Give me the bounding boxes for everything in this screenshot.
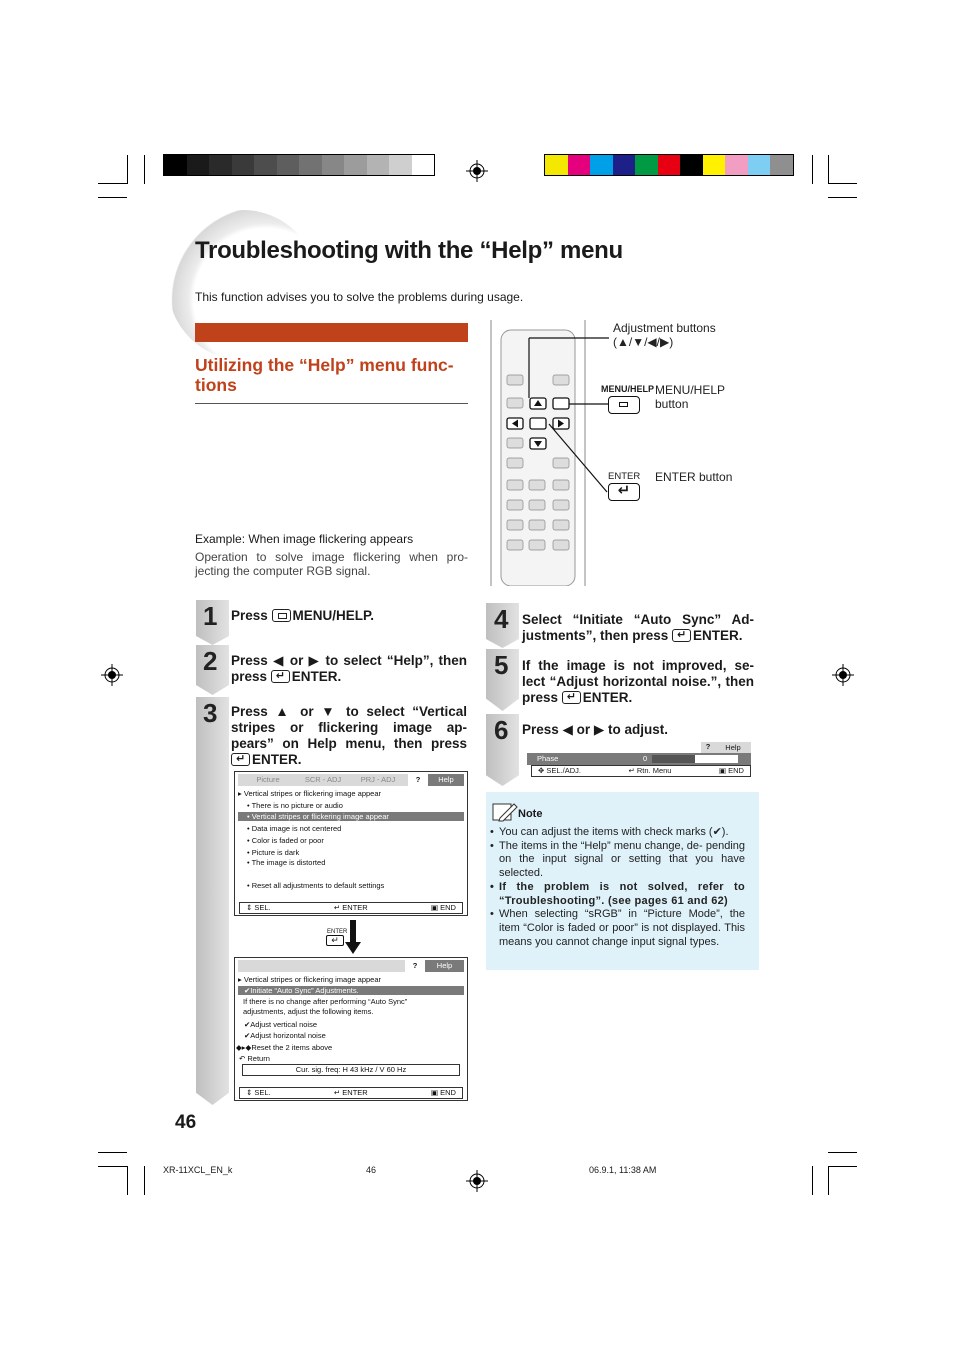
footer-end: ▣ END — [430, 903, 456, 912]
step-number: 5 — [494, 650, 509, 680]
step-text-part: Press ▲ or ▼ to select “Vertical stripes or flickering image ap- pears” on Help menu, then press — [231, 704, 467, 751]
tab-prj-adj[interactable]: PRJ - ADJ — [360, 775, 396, 784]
list-item-selected[interactable]: • Vertical stripes or flickering image appear — [238, 812, 464, 821]
crop-mark — [828, 1166, 857, 1167]
step-4-text — [522, 612, 754, 644]
list-item[interactable]: • Color is faded or poor — [247, 836, 324, 845]
enter-key-icon: ↵ — [608, 483, 640, 501]
color-swatch — [232, 155, 255, 175]
section-bar — [195, 323, 468, 342]
phase-slider-fill — [652, 755, 695, 763]
color-swatch — [658, 155, 681, 175]
menu-header-label: Vertical stripes or flickering image appear — [243, 975, 382, 984]
color-swatch — [770, 155, 793, 175]
footer-end: ▣ END — [718, 766, 744, 775]
arrow-down-icon — [345, 920, 361, 954]
color-swatch — [389, 155, 412, 175]
step-5-text — [522, 658, 754, 706]
step-number: 3 — [203, 698, 218, 728]
menu-tab-bar — [238, 960, 464, 972]
note-title: Note — [518, 808, 543, 820]
list-item[interactable]: • There is no picture or audio — [247, 801, 343, 810]
list-item[interactable]: • Reset all adjustments to default settings — [247, 881, 385, 890]
crop-mark — [144, 155, 145, 184]
return-icon: ↶ — [239, 1054, 246, 1063]
description-line: If there is no change after performing “Auto Sync” — [243, 997, 408, 1006]
menu-header-label: Vertical stripes or flickering image appear — [243, 789, 382, 798]
list-item[interactable]: • Picture is dark — [247, 848, 300, 857]
step-text-part: Press ◀ or ▶ to select “Help”, then press — [231, 653, 467, 684]
menu-help-key-label: MENU/HELP — [601, 384, 655, 394]
registration-mark-icon — [101, 664, 123, 686]
list-item-label: There is no picture or audio — [251, 801, 343, 810]
menu-key-icon — [272, 609, 291, 622]
callout-line: button — [655, 397, 689, 411]
screen-footer — [239, 1087, 463, 1099]
enter-key-icon — [562, 691, 581, 704]
section-title-line: tions — [195, 375, 237, 395]
step-text-part: ENTER. — [252, 752, 302, 767]
adjustment-buttons-callout — [613, 321, 716, 349]
list-item-label: Color is faded or poor — [251, 836, 324, 845]
menu-header: ▸ Vertical stripes or flickering image appear — [238, 789, 382, 798]
tab-picture[interactable]: Picture — [256, 775, 280, 784]
footer-sel: ⇕ SEL. — [246, 1088, 271, 1097]
tab-scr-adj[interactable]: SCR - ADJ — [304, 775, 342, 784]
help-icon: ? — [408, 774, 428, 786]
phase-adjust-row[interactable] — [527, 753, 751, 765]
screen-footer — [531, 765, 751, 777]
step-number: 1 — [203, 601, 218, 631]
footer-enter: ↵ ENTER — [333, 903, 368, 912]
step-2-text — [231, 653, 467, 685]
color-swatch — [412, 155, 435, 175]
example-label: Example: When image flickering appears — [195, 532, 414, 546]
crop-mark — [828, 197, 857, 198]
crop-mark — [98, 197, 127, 198]
note-item: • The items in the “Help” menu change, de- pending on the input signal or setting that you have selected. — [490, 840, 745, 881]
color-swatch — [164, 155, 187, 175]
list-item-label: Picture is dark — [251, 848, 300, 857]
list-item[interactable]: • The image is distorted — [247, 858, 326, 867]
enter-button-callout: ENTER button — [655, 470, 733, 484]
crop-mark — [98, 1152, 127, 1153]
crop-mark — [144, 1166, 145, 1195]
help-menu-screen — [234, 771, 468, 916]
list-item-label: Data image is not centered — [251, 824, 342, 833]
enter-key-icon — [231, 753, 250, 766]
page-title: Troubleshooting with the “Help” menu — [195, 237, 623, 264]
color-swatch — [703, 155, 726, 175]
list-item[interactable] — [239, 1054, 270, 1063]
list-item-label: Reset all adjustments to default settings — [251, 881, 385, 890]
step-text-part: Select “Initiate “Auto Sync” Ad- justments”, then press — [522, 612, 754, 643]
list-item[interactable]: ✔Adjust horizontal noise — [244, 1031, 326, 1040]
intro-text: This function advises you to solve the problems during usage. — [195, 290, 524, 304]
step-text-part: MENU/HELP. — [292, 608, 375, 623]
help-icon: ? — [405, 960, 425, 972]
enter-press-icon: ↵ — [326, 935, 344, 946]
callout-line: MENU/HELP — [655, 383, 726, 397]
step-number: 2 — [203, 646, 218, 676]
list-item-label: Vertical stripes or flickering image appear — [251, 812, 389, 821]
menu-help-key-icon — [608, 396, 640, 414]
list-item-label: Adjust vertical noise — [250, 1020, 317, 1029]
crop-mark — [127, 1166, 128, 1195]
grayscale-bar — [163, 154, 435, 176]
step-text-part: ENTER. — [693, 628, 743, 643]
note-list — [490, 826, 745, 949]
footer-page-number: 46 — [366, 1165, 377, 1175]
step-text-part: ENTER. — [291, 669, 342, 684]
color-swatch — [590, 155, 613, 175]
color-swatch — [322, 155, 345, 175]
crop-mark — [812, 1166, 813, 1195]
phase-panel-tabbar — [701, 742, 751, 753]
crop-mark — [98, 183, 127, 184]
tab-help[interactable]: Help — [725, 743, 741, 752]
step-1-text — [231, 608, 467, 624]
phase-value: 0 — [643, 754, 648, 763]
section-title — [195, 355, 468, 395]
step-6-text — [522, 722, 754, 738]
color-swatch — [568, 155, 591, 175]
enter-key-icon — [271, 670, 290, 683]
frequency-readout: Cur. sig. freq: H 43 kHz / V 60 Hz — [295, 1065, 407, 1074]
color-swatch — [344, 155, 367, 175]
callout-line: (▲/▼/◀/▶) — [613, 335, 674, 349]
footer-timestamp: 06.9.1, 11:38 AM — [589, 1165, 657, 1175]
note-item: • If the problem is not solved, refer to “Troubleshooting”. (see pages 61 and 62) — [490, 881, 745, 908]
menu-header: ▸ Vertical stripes or flickering image appear — [238, 975, 382, 984]
step-text-part: Press — [231, 608, 272, 623]
enter-press-label: ENTER — [327, 929, 348, 935]
crop-mark — [127, 155, 128, 184]
registration-mark-icon — [466, 160, 488, 182]
color-swatch — [680, 155, 703, 175]
menu-help-callout — [655, 383, 725, 411]
step-text-part: Press ◀ or ▶ to adjust. — [522, 722, 669, 737]
callout-lines — [487, 320, 617, 510]
step-text-part: ENTER. — [582, 690, 633, 705]
callout-line: Adjustment buttons — [613, 321, 716, 335]
crop-mark — [828, 155, 829, 184]
note-item: • When selecting “sRGB” in “Picture Mode”, the item “Color is faded or poor” is not displayed. This means you cannot change input signal types. — [490, 908, 745, 949]
section-title-line: Utilizing the “Help” menu func- — [195, 355, 454, 375]
crop-mark — [828, 183, 857, 184]
footer-file-name: XR-11XCL_EN_k — [163, 1165, 233, 1175]
color-swatch — [187, 155, 210, 175]
list-item[interactable]: • Data image is not centered — [247, 824, 342, 833]
color-bar — [544, 154, 794, 176]
step-tab — [196, 697, 229, 1105]
help-detail-screen — [234, 957, 468, 1101]
section-divider — [195, 403, 468, 404]
registration-mark-icon — [466, 1170, 488, 1192]
crop-mark — [98, 1166, 127, 1167]
color-swatch — [299, 155, 322, 175]
list-item-label: Reset the 2 items above — [251, 1043, 333, 1052]
color-swatch — [748, 155, 771, 175]
color-swatch — [367, 155, 390, 175]
color-swatch — [545, 155, 568, 175]
step-number: 6 — [494, 715, 509, 745]
step-text-part: If the image is not improved, se- lect “Adjust horizontal noise.”, then press — [522, 658, 754, 705]
help-icon: ? — [705, 742, 711, 751]
list-item-label: Adjust horizontal noise — [250, 1031, 326, 1040]
footer-sel: ⇕ SEL. — [246, 903, 271, 912]
footer-rtn-menu: ↵ Rtn. Menu — [628, 766, 672, 775]
list-item[interactable]: ✔Adjust vertical noise — [244, 1020, 317, 1029]
phase-label: Phase — [537, 754, 559, 763]
enter-key-icon — [672, 629, 691, 642]
step-number: 4 — [494, 604, 509, 634]
color-swatch — [209, 155, 232, 175]
color-swatch — [635, 155, 658, 175]
list-item-label: The image is distorted — [251, 858, 326, 867]
note-box — [486, 792, 759, 970]
list-item-label: Initiate “Auto Sync” Adjustments. — [250, 986, 359, 995]
note-item: • You can adjust the items with check marks (✔). — [490, 826, 745, 840]
color-swatch — [254, 155, 277, 175]
screen-footer — [239, 902, 463, 914]
tab-help[interactable]: Help — [428, 774, 464, 786]
footer-end: ▣ END — [430, 1088, 456, 1097]
footer-enter: ↵ ENTER — [333, 1088, 368, 1097]
tab-help[interactable]: Help — [425, 960, 464, 972]
menu-tab-bar — [238, 774, 464, 786]
crop-mark — [812, 155, 813, 184]
example-description: Operation to solve image flickering when pro- jecting the computer RGB signal. — [195, 550, 468, 578]
registration-mark-icon — [832, 664, 854, 686]
list-item-selected[interactable]: ✔Initiate “Auto Sync” Adjustments. — [238, 986, 464, 995]
color-swatch — [725, 155, 748, 175]
crop-mark — [828, 1166, 829, 1195]
crop-mark — [828, 1152, 857, 1153]
list-item-label: Return — [247, 1054, 270, 1063]
description-line: adjustments, adjust the following items. — [243, 1007, 374, 1016]
footer-sel-adj: ✥ SEL./ADJ. — [538, 766, 581, 775]
enter-key-label: ENTER — [608, 471, 641, 482]
page-number: 46 — [175, 1112, 197, 1133]
color-swatch — [277, 155, 300, 175]
color-swatch — [613, 155, 636, 175]
pencil-note-icon — [492, 802, 518, 822]
step-3-text — [231, 704, 467, 768]
frequency-box — [242, 1064, 460, 1076]
list-item[interactable]: ◆▸◆Reset the 2 items above — [236, 1043, 333, 1052]
